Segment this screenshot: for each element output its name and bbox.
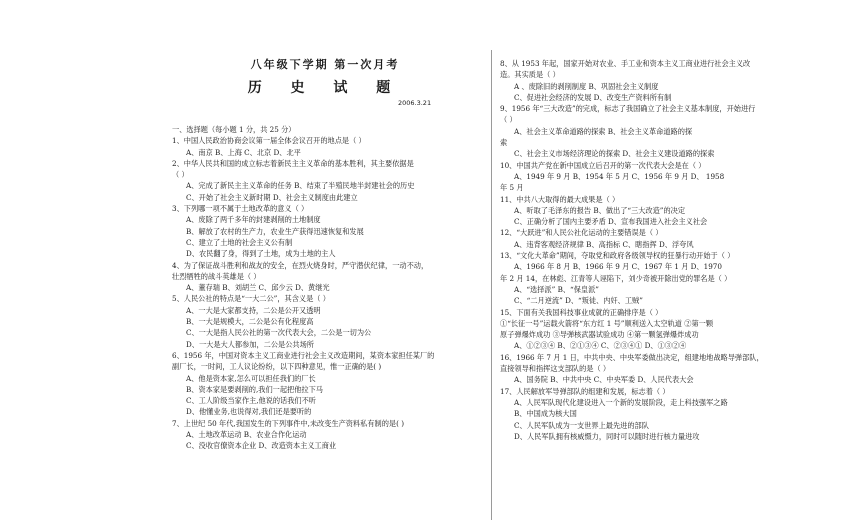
column-divider [491, 50, 492, 520]
question-line: 12、“大跃进”和人民公社化运动的主要错误是（ ） [500, 228, 663, 238]
question-line: （ ） [172, 170, 189, 180]
question-line: ①“长征一号”运载火箭将“东方红 1 号”顺利送入太空轨道 ②第一颗 [500, 318, 714, 328]
question-line: 16、1966 年 7 月 1 日，中共中央、中央军委做出决定，组建地地战略导弹部队， [500, 352, 764, 362]
exam-date: 2006.3.21 [398, 99, 432, 107]
question-line: 一、选择题（每小题 1 分，共 25 分） [172, 125, 296, 134]
question-line: D、一大是大人都参加，二公是公共场所 [186, 339, 314, 349]
question-line: A、南京 B、上海 C、北京 D、北平 [186, 147, 301, 157]
question-line: 直接领导和指挥这支部队的是（ ） [500, 364, 611, 374]
question-line: C、“二月逆流” D、“叛徒、内奸、工贼” [514, 296, 643, 306]
question-line: A、董存瑞 B、刘胡兰 C、邱少云 D、黄继光 [186, 283, 330, 293]
question-line: 壮烈牺牲的战斗英雄是（ ） [172, 271, 261, 281]
question-line: A、一大是大家都支持，二公是公开又透明 [186, 305, 321, 315]
question-line: A、“选择派” B、“保皇派” [514, 284, 599, 294]
question-line: 索 [500, 138, 508, 148]
question-line: 6、1956 年，中国对资本主义工商业进行社会主义改造期间，某资本家担任某厂的 [172, 350, 435, 360]
question-line: A、1966 年 8 月 B、1966 年 9 月 C、1967 年 1 月 D、1970 [514, 262, 722, 272]
question-line: C、社会主义市场经济理论的探索 D、社会主义建设道路的探索 [514, 149, 715, 159]
question-line: 年 2 月 14，在林彪、江青等人诬陷下，刘少奇被开除出党的罪名是（ ） [500, 273, 732, 283]
question-line: C、开始了社会主义新时期 D、社会主义制度由此建立 [186, 192, 358, 202]
question-line: B、资本家是要剥削的,我们一起把他拉下马 [186, 384, 323, 394]
question-line: B、一大是规模大，二公是公有化程度高 [186, 317, 314, 327]
question-line: B、中国成为核大国 [514, 409, 577, 419]
question-line: 年 5 月 [500, 183, 524, 193]
exam-title: 八年级下学期 第一次月考 [250, 58, 400, 71]
left-column [172, 124, 472, 452]
question-line: 4、为了保证战斗胜利和战友的安全，在烈火烧身时，严守潜伏纪律，一动不动， [172, 260, 429, 270]
question-line: A 、废除旧的剥削制度 B、巩固社会主义制度 [514, 81, 659, 91]
question-line: 15、下面有关我国科技事业成就的正确排序是（ ） [500, 307, 663, 317]
question-line: 7、上世纪 50 年代,我国发生的下列事件中,未改变生产资料私有制的是( ) [172, 418, 405, 428]
right-column [500, 58, 790, 442]
question-line: A、人民军队现代化建设进入一个新的发展阶段，走上科技强军之路 [514, 397, 728, 407]
question-line: C、工人阶级当家作主,他说的话我们不听 [186, 396, 316, 406]
question-line: 5、人民公社的特点是“一大二公”，其含义是（ ） [172, 294, 330, 304]
question-line: A、土地改革运动 B、农业合作化运动 [186, 430, 307, 440]
question-line: 1、中国人民政治协商会议第一届全体会议召开的地点是（ ） [172, 136, 366, 146]
question-line: D、农民翻了身，得到了土地，成为土地的主人 [186, 249, 336, 259]
question-line: B、解放了农村的生产力，农业生产获得迅速恢复和发展 [186, 226, 364, 236]
question-line: C、正确分析了国内主要矛盾 D、宣布我国进入社会主义社会 [514, 217, 708, 227]
question-line: 造。其实质是（ ） [500, 70, 560, 80]
question-line: 副厂长，一时间，工人议论纷纷，以下四种意见，惟一正确的是( ) [172, 362, 382, 372]
question-line: C、人民军队成为一支世界上最先进的部队 [514, 420, 649, 430]
question-line: C、一大是指人民公社的第一次代表大会，二公是一切为公 [186, 328, 372, 338]
question-line: 10、中国共产党在新中国成立后召开的第一次代表大会是在（ ） [500, 160, 706, 170]
question-line: A、社会主义革命道路的探索 B、社会主义革命道路的探 [514, 126, 693, 136]
exam-subtitle: 历 史 试 题 [247, 80, 403, 96]
question-line: （ ） [500, 115, 517, 125]
question-line: A、听取了毛泽东的报告 B、做出了“三大改造”的决定 [514, 205, 686, 215]
question-line: A、1949 年 9 月 B、1954 年 5 月 C、1956 年 9 月 D、 1958 [514, 171, 725, 181]
question-line: 13、“文化大革命”期间，夺取党和政府各级领导权的狂暴行动开始于（ ） [500, 251, 735, 261]
question-line: A、完成了新民主主义革命的任务 B、结束了半殖民地半封建社会的历史 [186, 181, 415, 191]
question-line: C、没收官僚资本企业 D、改造资本主义工商业 [186, 441, 337, 451]
question-line: C、建立了土地的社会主义公有制 [186, 237, 293, 247]
question-line: D、他懂业务,也说得对,我们还是要听的 [186, 407, 312, 417]
question-line: 9、1956 年“三大改造”的完成，标志了我国确立了社会主义基本制度，开始进行 [500, 104, 756, 114]
question-line: A、国务院 B、中共中央 C、中央军委 D、人民代表大会 [514, 375, 694, 385]
question-line: C、促进社会经济的发展 D、改变生产资料所有制 [514, 92, 672, 102]
question-line: A、废除了两千多年的封建剥削的土地制度 [186, 215, 321, 225]
question-line: 8、从 1953 年起，国家开始对农业、手工业和资本主义工商业进行社会主义改 [500, 59, 751, 68]
question-line: 3、下列哪一项不属于土地改革的意义（ ） [172, 204, 309, 214]
question-line: D、人民军队拥有核威慑力，同时可以随时进行核力量进攻 [514, 431, 700, 441]
question-line: 11、中共八大取得的最大成果是（ ） [500, 194, 620, 204]
question-line: A、他是资本家,怎么可以担任我们的厂长 [186, 373, 316, 383]
question-line: 2、中华人民共和国的成立标志着新民主主义革命的基本胜利，其主要依据是 [172, 158, 414, 168]
question-line: A、违背客观经济规律 B、高指标 C、瞎指挥 D、浮夸风 [514, 239, 694, 249]
question-line: A、①②③④ B、②①③④ C、②③④① D、①③②④ [514, 341, 687, 351]
question-line: 原子弹爆炸成功 ③导弹核武器试验成功 ④第一颗氢弹爆炸成功 [500, 330, 699, 340]
question-line: 17、人民解放军导弹部队的组建和发展，标志着（ ） [500, 386, 670, 396]
